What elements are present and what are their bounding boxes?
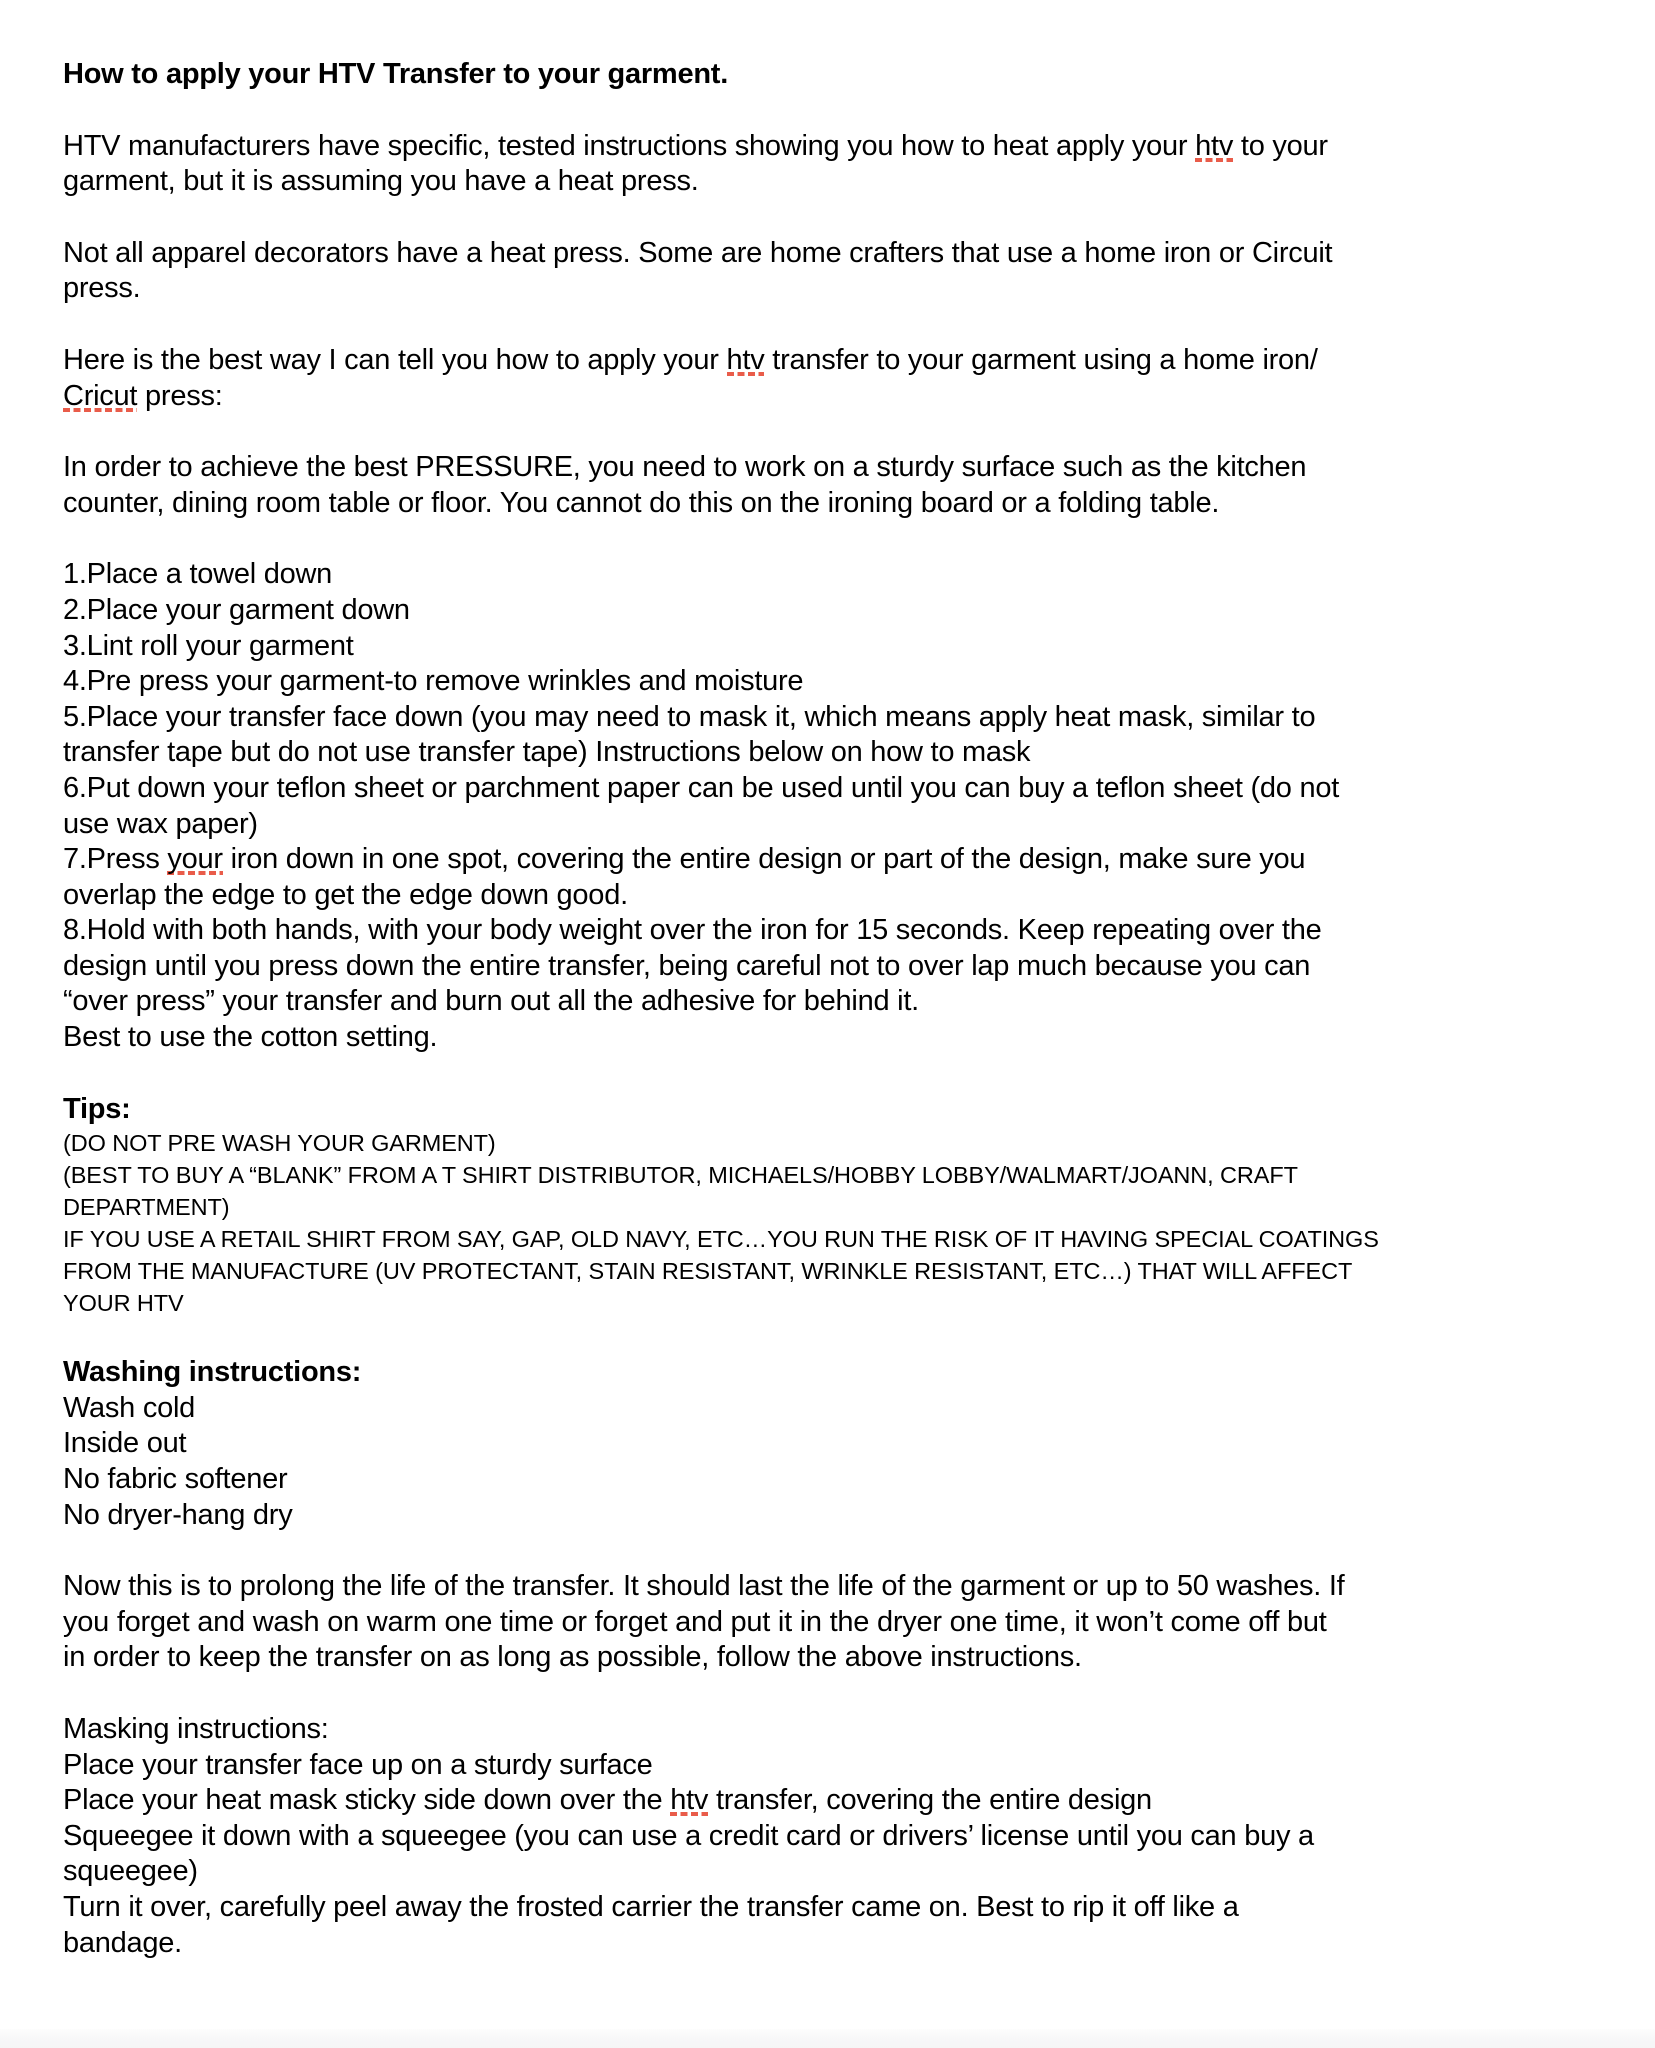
text-line [63, 1640, 1615, 1676]
text-line [63, 236, 1615, 272]
text-line [63, 1255, 1615, 1287]
text-run: use wax paper) [63, 807, 258, 840]
text-line [63, 700, 1615, 736]
washing-instructions [63, 1355, 1615, 1533]
text-run: Here is the best way I can tell you how to apply your [63, 343, 727, 376]
text-line [63, 343, 1615, 379]
text-line [63, 629, 1615, 665]
text-run: overlap the edge to get the edge down good. [63, 878, 628, 911]
text-line [63, 1462, 1615, 1498]
text-run: in order to keep the transfer on as long as possible, follow the above instructions. [63, 1641, 1082, 1674]
text-run: DEPARTMENT) [63, 1194, 230, 1221]
text-line [63, 1926, 1615, 1962]
section-heading: Tips: [63, 1092, 131, 1125]
text-line [63, 557, 1615, 593]
paragraph-best-way [63, 343, 1615, 414]
text-line [63, 1498, 1615, 1534]
text-run: Turn it over, carefully peel away the frosted carrier the transfer came on. Best to rip it off like a [63, 1890, 1239, 1923]
text-line [63, 1191, 1615, 1223]
text-run: “over press” your transfer and burn out all the adhesive for behind it. [63, 985, 919, 1018]
paragraph-not-all-decorators [63, 236, 1615, 307]
text-run: 2.Place your garment down [63, 593, 410, 626]
text-run: design until you press down the entire transfer, being careful not to over lap much because you can [63, 949, 1311, 982]
text-line [63, 1127, 1615, 1159]
page-title: How to apply your HTV Transfer to your garment. [63, 58, 729, 90]
text-run: bandage. [63, 1926, 182, 1959]
text-run: Not all apparel decorators have a heat press. Some are home crafters that use a home iron or Circuit [63, 236, 1333, 269]
text-run: Inside out [63, 1427, 187, 1460]
text-run: iron down in one spot, covering the entire design or part of the design, make sure you [222, 843, 1306, 876]
text-run: IF YOU USE A RETAIL SHIRT FROM SAY, GAP, OLD NAVY, ETC…YOU RUN THE RISK OF IT HAVING SPECIAL COATINGS [63, 1226, 1379, 1253]
text-run: In order to achieve the best PRESSURE, you need to work on a sturdy surface such as the kitchen [63, 451, 1307, 484]
text-run: transfer to your garment using a home iron/ [764, 343, 1318, 376]
misspelled-word[interactable]: htv [670, 1784, 709, 1817]
text-run: 6.Put down your teflon sheet or parchment paper can be used until you can buy a teflon sheet (do not [63, 771, 1340, 804]
text-line [63, 1223, 1615, 1255]
text-line [63, 271, 1615, 307]
text-run: transfer tape but do not use transfer tape) Instructions below on how to mask [63, 736, 1031, 769]
text-line [63, 1748, 1615, 1784]
text-line [63, 878, 1615, 914]
document-text-area[interactable] [63, 57, 1615, 1961]
text-run: 1.Place a towel down [63, 558, 333, 591]
text-line [63, 913, 1615, 949]
text-run: Squeegee it down with a squeegee (you can use a credit card or drivers’ license until you can buy a [63, 1819, 1314, 1852]
text-run: No dryer-hang dry [63, 1498, 293, 1531]
text-line [63, 1391, 1615, 1427]
text-line [63, 1020, 1615, 1056]
document-title [63, 57, 1615, 93]
text-line [63, 593, 1615, 629]
text-run: Wash cold [63, 1391, 196, 1424]
text-line [63, 1426, 1615, 1462]
text-line [63, 664, 1615, 700]
misspelled-word[interactable]: htv [726, 343, 765, 376]
text-run: YOUR HTV [63, 1290, 184, 1317]
text-run: 7.Press [63, 843, 168, 876]
text-line [63, 1287, 1615, 1319]
text-run: squeegee) [63, 1855, 198, 1888]
masking-instructions [63, 1712, 1615, 1961]
text-run: press: [137, 379, 223, 412]
text-run: 3.Lint roll your garment [63, 629, 354, 662]
text-line [63, 1890, 1615, 1926]
text-run: Best to use the cotton setting. [63, 1021, 438, 1054]
text-run: 4.Pre press your garment-to remove wrinkles and moisture [63, 665, 804, 698]
text-run: (BEST TO BUY A “BLANK” FROM A T SHIRT DISTRIBUTOR, MICHAELS/HOBBY LOBBY/WALMART/JOANN, CRAFT [63, 1162, 1298, 1189]
text-run: HTV manufacturers have specific, tested instructions showing you how to heat apply your [63, 129, 1196, 162]
text-line [63, 1854, 1615, 1890]
paragraph-pressure [63, 450, 1615, 521]
text-line [63, 949, 1615, 985]
text-line [63, 1569, 1615, 1605]
text-line [63, 450, 1615, 486]
text-run: Now this is to prolong the life of the transfer. It should last the life of the garment or up to 50 washes. If [63, 1570, 1345, 1603]
tips-section [63, 1092, 1615, 1320]
text-line [63, 984, 1615, 1020]
text-line [63, 379, 1615, 415]
text-line [63, 842, 1615, 878]
text-run: 8.Hold with both hands, with your body weight over the iron for 15 seconds. Keep repeating over the [63, 914, 1322, 947]
section-heading: Washing instructions: [63, 1356, 362, 1389]
misspelled-word[interactable]: your [167, 843, 223, 876]
section-heading: Masking instructions: [63, 1713, 329, 1745]
text-line [63, 1605, 1615, 1641]
text-line [63, 771, 1615, 807]
text-line [63, 164, 1615, 200]
text-run: garment, but it is assuming you have a heat press. [63, 165, 699, 198]
text-run: you forget and wash on warm one time or forget and put it in the dryer one time, it won’t come off but [63, 1605, 1327, 1638]
text-line [63, 807, 1615, 843]
text-line [63, 129, 1615, 165]
text-line [63, 735, 1615, 771]
text-run: Place your heat mask sticky side down over the [63, 1784, 671, 1817]
text-run: press. [63, 272, 141, 305]
text-run: (DO NOT PRE WASH YOUR GARMENT) [63, 1130, 496, 1157]
text-run: 5.Place your transfer face down (you may need to mask it, which means apply heat mask, similar to [63, 700, 1316, 733]
text-run: counter, dining room table or floor. You cannot do this on the ironing board or a folding table. [63, 486, 1220, 519]
text-run: FROM THE MANUFACTURE (UV PROTECTANT, STAIN RESISTANT, WRINKLE RESISTANT, ETC…) THAT WILL AFFECT [63, 1258, 1353, 1285]
bottom-edge-bar [0, 2029, 1655, 2048]
text-line [63, 1783, 1615, 1819]
numbered-steps [63, 557, 1615, 1055]
text-line [63, 1819, 1615, 1855]
paragraph-manufacturers [63, 129, 1615, 200]
misspelled-word[interactable]: htv [1195, 129, 1234, 162]
text-line [63, 1159, 1615, 1191]
text-line [63, 486, 1615, 522]
text-run: Place your transfer face up on a sturdy surface [63, 1748, 653, 1781]
text-run: transfer, covering the entire design [708, 1784, 1152, 1817]
paragraph-prolong [63, 1569, 1615, 1676]
misspelled-word[interactable]: Cricut [63, 379, 138, 412]
text-run: No fabric softener [63, 1463, 288, 1496]
text-run: to your [1233, 129, 1328, 162]
